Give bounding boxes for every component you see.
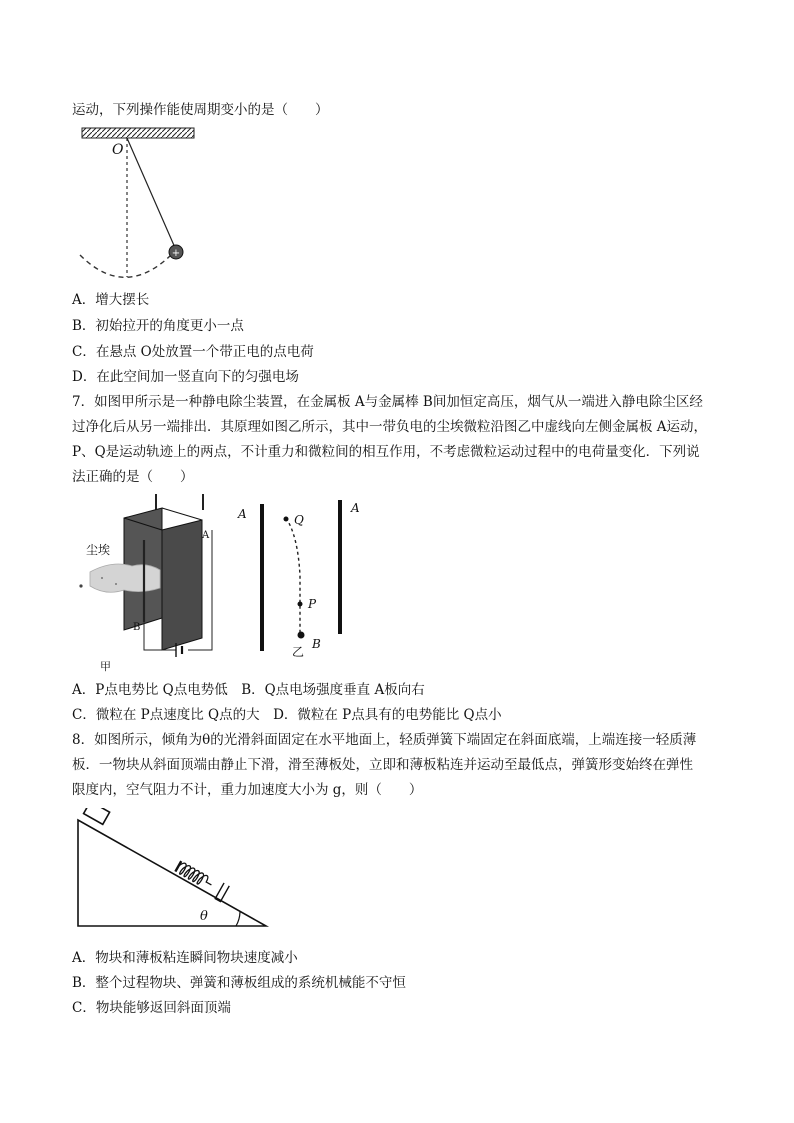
label-a-left: A [238,507,247,521]
point-q [284,517,289,522]
ball-sign: + [171,248,181,259]
q8-option-b: B．整个过程物块、弹簧和薄板组成的系统机械能不守恒 [72,975,406,991]
pendulum-string [127,138,176,250]
q8-stem-line-2: 板．一物块从斜面顶端由静止下滑，滑至薄板处，立即和薄板粘连并运动至最低点，弹簧形变始终在弹性 [72,757,693,773]
incline-slope [78,820,266,926]
label-o: O [112,142,124,158]
q6-option-a: A．增大摆长 [72,292,150,308]
q6-option-c: C．在悬点 O处放置一个带正电的点电荷 [72,344,314,360]
point-p [298,602,303,607]
trajectory-dashed [286,518,300,636]
q7-options-ab: A．P点电势比 Q点电势低 B．Q点电场强度垂直 A板向右 [72,682,425,698]
block [84,808,110,824]
incline-spring-figure [72,808,277,936]
label-p: P [308,597,317,611]
q7-stem-line-2: 过净化后从另一端排出．其原理如图乙所示，其中一带负电的尘埃微粒沿图乙中虚线向左侧金属板 A运动， [72,419,708,435]
metal-plate-front [162,520,202,650]
label-dust: 尘埃 [86,543,111,557]
q7-options-cd: C．微粒在 P点速度比 Q点的大 D．微粒在 P点具有的电势能比 Q点小 [72,707,502,723]
precipitator-figure-jia [72,490,232,675]
particle-trajectory-figure-yi [234,496,369,661]
q8-option-a: A．物块和薄板粘连瞬间物块速度减小 [72,950,298,966]
q7-stem-line-1: 7．如图甲所示是一种静电除尘装置，在金属板 A与金属棒 B间加恒定高压，烟气从一端进入静电除尘区经 [72,394,703,410]
q8-stem-line-1: 8．如图所示，倾角为θ的光滑斜面固定在水平地面上，轻质弹簧下端固定在斜面底端，上端连接一轻质薄 [72,732,697,748]
q6-option-d: D．在此空间加一竖直向下的匀强电场 [72,369,299,385]
rod-b [298,632,305,639]
ceiling-hatch [82,128,194,138]
label-q: Q [294,513,304,527]
caption-yi: 乙 [292,645,305,659]
q7-stem-line-3: P、Q是运动轨迹上的两点，不计重力和微粒间的相互作用，不考虑微粒运动过程中的电荷量变化．下列说 [72,444,700,460]
thin-plate [175,861,181,871]
label-b-yi: B [312,637,321,651]
q6-stem-line: 运动，下列操作能使周期变小的是（ ） [72,102,329,118]
angle-label: θ [200,909,208,924]
q8-stem-line-3: 限度内，空气阻力不计，重力加速度大小为 g，则（ ） [72,782,423,798]
q7-stem-line-4: 法正确的是（ ） [72,469,194,485]
label-a-jia: A [202,530,210,541]
q6-option-b: B．初始拉开的角度更小一点 [72,318,244,334]
caption-jia: 甲 [100,660,111,673]
label-a-right: A [351,501,360,515]
swing-arc [80,250,176,277]
label-b-jia: B [133,622,141,633]
q8-option-c: C．物块能够返回斜面顶端 [72,1000,231,1016]
dust-smoke [90,564,160,592]
pendulum-figure [72,122,202,287]
